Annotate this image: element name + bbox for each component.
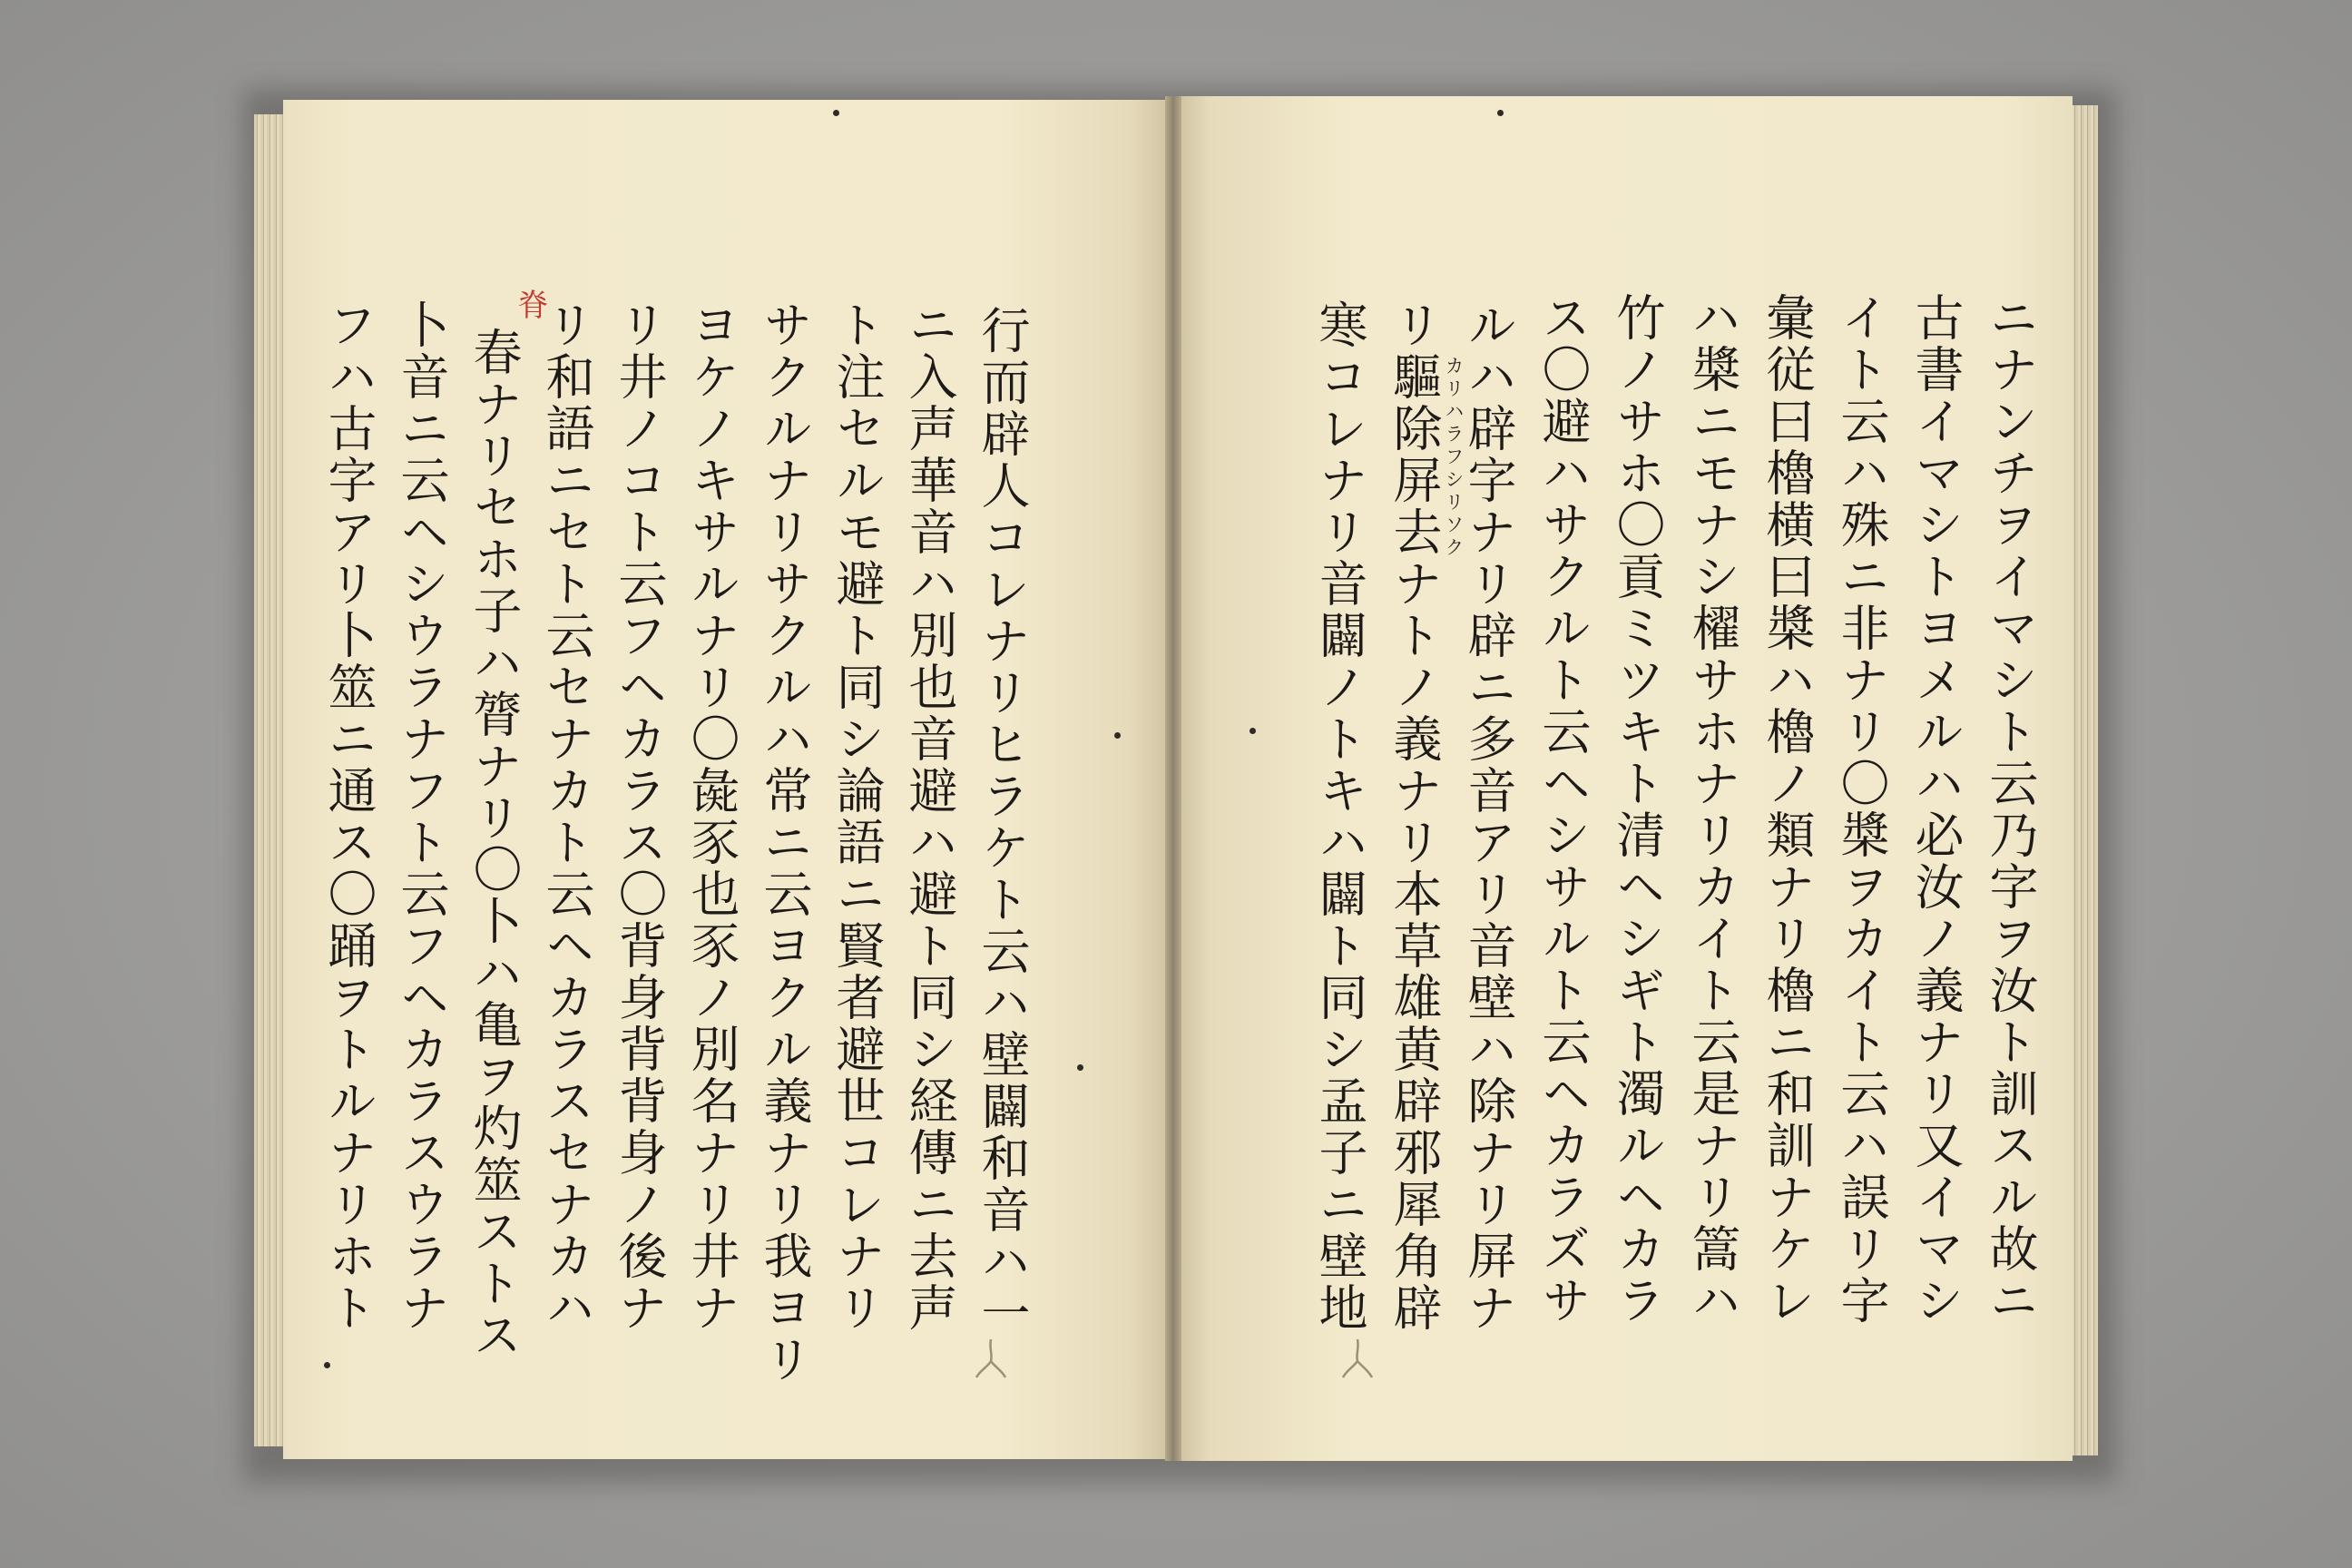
- left-page-column-7: リ和語ニセト云セナカト云ヘカラスセナカハ: [538, 299, 595, 1334]
- right-page-column-10: 寒コレナリ音闢ノトキハ闢ト同シ孟子ニ壁地: [1311, 299, 1368, 1334]
- left-page-column-10: フハ古字アリ卜筮ニ通ス〇踊ヲトルナリホト: [320, 299, 377, 1334]
- right-page-column-7: ス〇避ハサクルト云ヘシサルト云ヘカラズサ: [1534, 292, 1592, 1327]
- binding-thread: [973, 1338, 1009, 1379]
- right-page-column-8: ルハ辟字ナリ辟ニ多音アリ音壁ハ除ナリ屏ナ: [1460, 299, 1517, 1334]
- book-gutter: [1165, 96, 1181, 1461]
- binding-hole: [324, 1362, 330, 1368]
- left-page-column-1: 行而辟人コレナリヒラケト云ハ壁闢和音ハ一: [974, 305, 1031, 1339]
- left-page-column-9: 卜音ニ云ヘシウラナフト云フヘカラスウラナ: [393, 299, 450, 1334]
- left-page-column-3: ト注セルモ避ト同シ論語ニ賢者避世コレナリ: [828, 299, 886, 1334]
- left-page-column-5: ヨケノキサルナリ〇彘豕也豕ノ別名ナリ井ナ: [683, 299, 740, 1334]
- left-page-edges: [254, 114, 287, 1446]
- right-page-column-1: ニナンチヲイマシト云乃字ヲ汝ト訓スル故ニ: [1982, 292, 2039, 1327]
- right-page-column-3: イト云ハ殊ニ非ナリ〇槳ヲカイト云ハ誤リ字: [1833, 292, 1890, 1327]
- right-page-column-5: ハ槳ニモナシ櫂サホナリカイト云是ナリ篙ハ: [1684, 292, 1741, 1327]
- left-page-column-4: サクルナリサクルハ常ニ云ヨクル義ナリ我ヨリ: [756, 299, 813, 1386]
- binding-thread: [1339, 1338, 1376, 1379]
- binding-hole: [833, 110, 839, 116]
- left-page-column-6: リ井ノコト云フヘカラス〇背身背背身ノ後ナ: [611, 299, 668, 1334]
- ruby-annotation: カリハラフシリソク: [1443, 356, 1465, 560]
- red-ink-correction: 脊: [512, 289, 548, 319]
- binding-hole: [1497, 110, 1504, 116]
- binding-hole: [1114, 732, 1121, 739]
- left-page-column-2: ニ入声華音ハ別也音避ハ避ト同シ経傳ニ去声: [901, 299, 958, 1334]
- binding-hole: [1250, 728, 1256, 734]
- right-page-column-4: 彙従曰櫓横曰槳ハ櫓ノ類ナリ櫓ニ和訓ナケレ: [1759, 292, 1816, 1327]
- right-page-column-6: 竹ノサホ〇貢ミツキト清ヘシギト濁ルヘカラ: [1609, 292, 1666, 1327]
- right-page-column-9: リ驅除屏去ナトノ義ナリ本草雄黄辟邪犀角辟: [1386, 299, 1443, 1334]
- left-page-column-8: 春ナリセホ子ハ膂ナリ〇卜ハ亀ヲ灼筮ストス: [466, 327, 523, 1361]
- binding-hole: [1077, 1064, 1083, 1071]
- right-page-column-2: 古書イマシトヨメルハ必汝ノ義ナリ又イマシ: [1907, 292, 1965, 1327]
